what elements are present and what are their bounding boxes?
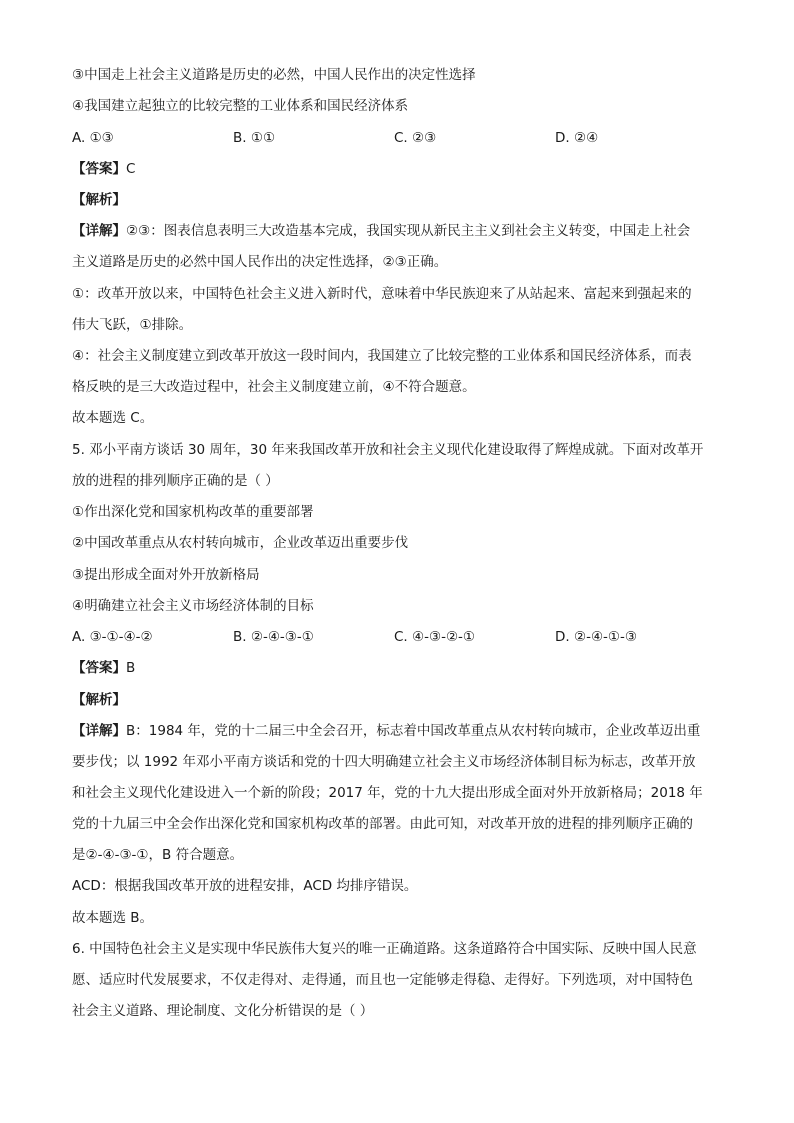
q5-stem: 放的进程的排列顺序正确的是（ ） — [72, 472, 279, 489]
q4-options — [72, 127, 732, 149]
q4-option-b: B. ①① — [233, 129, 276, 146]
q5-option-d: D. ②-④-①-③ — [555, 629, 638, 646]
q5-detail-line: 和社会主义现代化建设进入一个新的阶段；2017 年，党的十九大提出形成全面对外开放新格局；2018 年 — [72, 785, 703, 802]
q5-stem: 5. 邓小平南方谈话 30 周年，30 年来我国改革开放和社会主义现代化建设取得了辉煌成就。下面对改革开 — [72, 441, 704, 458]
analysis-label: 【解析】 — [72, 192, 126, 209]
q4-item-4: ④我国建立起独立的比较完整的工业体系和国民经济体系 — [72, 98, 409, 115]
q5-detail-line: ACD：根据我国改革开放的进程安排，ACD 均排序错误。 — [72, 878, 418, 895]
q6-stem: 愿、适应时代发展要求，不仅走得对、走得通，而且也一定能够走得稳、走得好。下列选项，对中国特色 — [72, 971, 693, 988]
q5-item-4: ④明确建立社会主义市场经济体制的目标 — [72, 597, 314, 614]
q6-stem: 6. 中国特色社会主义是实现中华民族伟大复兴的唯一正确道路。这条道路符合中国实际、反映中国人民意 — [72, 940, 697, 957]
q4-analysis-heading — [72, 189, 732, 211]
q5-conclusion: 故本题选 B。 — [72, 909, 154, 926]
answer-value: B — [126, 660, 136, 677]
answer-label: 【答案】 — [72, 660, 126, 677]
q4-detail-line: 主义道路是历史的必然中国人民作出的决定性选择，②③正确。 — [72, 254, 448, 271]
q4-answer — [72, 158, 732, 180]
q5-item-1: ①作出深化党和国家机构改革的重要部署 — [72, 503, 314, 520]
q5-detail-line: 是②-④-③-①，B 符合题意。 — [72, 847, 244, 864]
q4-option-c: C. ②③ — [394, 129, 437, 146]
q4-conclusion: 故本题选 C。 — [72, 410, 154, 427]
q4-detail-line — [72, 220, 732, 242]
q5-detail-line: 要步伐；以 1992 年邓小平南方谈话和党的十四大明确建立社会主义市场经济体制目标为标志，改革开放 — [72, 754, 696, 771]
q5-item-2: ②中国改革重点从农村转向城市，企业改革迈出重要步伐 — [72, 535, 409, 552]
q5-options — [72, 626, 732, 648]
q5-detail-line: 党的十九届三中全会作出深化党和国家机构改革的部署。由此可知，对改革开放的进程的排列顺序正确的 — [72, 816, 693, 833]
q5-analysis-heading — [72, 689, 732, 711]
question-6 — [72, 938, 732, 1022]
q4-option-d: D. ②④ — [555, 129, 599, 146]
q4-detail-line: ④：社会主义制度建立到改革开放这一段时间内，我国建立了比较完整的工业体系和国民经济体系，而表 — [72, 348, 692, 365]
detail-label: 【详解】 — [72, 723, 126, 740]
q5-detail-line — [72, 720, 732, 742]
answer-label: 【答案】 — [72, 160, 126, 177]
q5-item-3: ③提出形成全面对外开放新格局 — [72, 566, 260, 583]
q4-detail-line: 格反映的是三大改造过程中，社会主义制度建立前，④不符合题意。 — [72, 379, 476, 396]
q4-option-a: A. ①③ — [72, 129, 114, 146]
q5-option-c: C. ④-③-②-① — [394, 629, 476, 646]
analysis-label: 【解析】 — [72, 691, 126, 708]
detail-label: 【详解】 — [72, 223, 126, 240]
document-page — [72, 64, 732, 1031]
q5-option-b: B. ②-④-③-① — [233, 629, 314, 646]
question-5 — [72, 439, 732, 929]
detail-text: B：1984 年，党的十二届三中全会召开，标志着中国改革重点从农村转向城市，企业改革迈出重 — [126, 723, 701, 740]
question-4 — [72, 64, 732, 429]
detail-text: ②③：图表信息表明三大改造基本完成，我国实现从新民主主义到社会主义转变，中国走上社会 — [126, 223, 691, 240]
q6-stem: 社会主义道路、理论制度、文化分析错误的是（ ） — [72, 1002, 374, 1019]
q5-option-a: A. ③-①-④-② — [72, 629, 153, 646]
q4-item-3: ③中国走上社会主义道路是历史的必然，中国人民作出的决定性选择 — [72, 67, 476, 83]
q4-detail-line: ①：改革开放以来，中国特色社会主义进入新时代，意味着中华民族迎来了从站起来、富起来到强起来的 — [72, 285, 692, 302]
q4-detail-line: 伟大飞跃，①排除。 — [72, 316, 193, 333]
answer-value: C — [126, 160, 136, 177]
q5-answer — [72, 657, 732, 679]
